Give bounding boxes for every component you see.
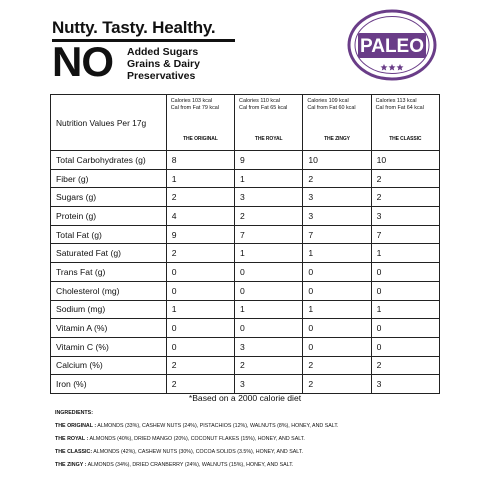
row-label: Protein (g) (51, 207, 167, 226)
paleo-badge (346, 8, 438, 82)
row-value: 0 (235, 281, 303, 300)
calories-text: Calories 113 kcal (375, 98, 417, 104)
row-value: 0 (166, 319, 234, 338)
ingredient-line (55, 462, 338, 469)
column-header (303, 95, 371, 151)
row-value: 4 (166, 207, 234, 226)
table-row (51, 356, 440, 375)
row-value: 3 (371, 207, 439, 226)
no-list (127, 46, 200, 82)
row-value: 1 (166, 300, 234, 319)
row-value: 1 (303, 244, 371, 263)
row-value: 2 (303, 169, 371, 188)
row-value: 7 (303, 225, 371, 244)
ingredient-text: ALMONDS (40%), DRIED MANGO (20%), COCONUT FLAKES (15%), HONEY, AND SALT. (88, 435, 305, 442)
row-value: 0 (303, 319, 371, 338)
table-row (51, 337, 440, 356)
row-value: 0 (235, 263, 303, 282)
row-value: 0 (166, 281, 234, 300)
variant-name: THE ROYAL (254, 136, 283, 142)
tagline: Nutty. Tasty. Healthy. (52, 18, 216, 37)
row-value: 0 (371, 281, 439, 300)
row-label: Calcium (%) (51, 356, 167, 375)
row-value: 1 (235, 244, 303, 263)
ingredient-line (55, 436, 338, 443)
row-value: 0 (371, 263, 439, 282)
table-row (51, 300, 440, 319)
ingredient-text: ALMONDS (33%), CASHEW NUTS (24%), PISTACHIOS (12%), WALNUTS (8%), HONEY, AND SALT. (96, 422, 339, 429)
table-row (51, 207, 440, 226)
ingredient-line (55, 423, 338, 430)
nutrition-table (50, 94, 440, 394)
table-row (51, 263, 440, 282)
row-value: 2 (371, 188, 439, 207)
row-value: 1 (371, 244, 439, 263)
row-value: 3 (371, 375, 439, 394)
row-label: Total Carbohydrates (g) (51, 151, 167, 170)
variant-name: THE ZINGY (324, 136, 350, 142)
table-row (51, 375, 440, 394)
ingredients-title: INGREDIENTS: (55, 410, 93, 416)
row-value: 1 (235, 300, 303, 319)
variant-name: THE ORIGINAL (183, 136, 218, 142)
variant-name: THE CLASSIC (389, 136, 422, 142)
row-label: Vitamin C (%) (51, 337, 167, 356)
cal-from-fat-text: Cal from Fat 64 kcal (375, 104, 424, 111)
row-value: 10 (371, 151, 439, 170)
no-item: Preservatives (127, 70, 196, 82)
calories-text: Calories 103 kcal (170, 98, 213, 104)
row-value: 9 (166, 225, 234, 244)
table-row (51, 169, 440, 188)
row-value: 3 (235, 188, 303, 207)
cal-from-fat-text: Cal from Fat 60 kcal (307, 104, 356, 111)
ingredient-line (55, 449, 338, 456)
row-value: 0 (303, 263, 371, 282)
row-value: 2 (166, 188, 234, 207)
row-value: 0 (235, 319, 303, 338)
row-value: 3 (303, 188, 371, 207)
row-label: Iron (%) (51, 375, 167, 394)
calories-text: Calories 109 kcal (307, 98, 349, 104)
cal-from-fat-text: Cal from Fat 79 kcal (170, 104, 219, 111)
row-label: Total Fat (g) (51, 225, 167, 244)
calories-text: Calories 110 kcal (239, 98, 280, 104)
badge-text: PALEO (359, 36, 425, 57)
row-value: 0 (371, 319, 439, 338)
row-value: 2 (371, 356, 439, 375)
table-title: Nutrition Values Per 17g (51, 95, 167, 151)
no-heading: NO (52, 38, 113, 85)
row-label: Fiber (g) (51, 169, 167, 188)
column-header (371, 95, 439, 151)
row-value: 8 (166, 151, 234, 170)
column-header (166, 95, 234, 151)
row-value: 0 (371, 337, 439, 356)
row-value: 2 (166, 375, 234, 394)
footnote: *Based on a 2000 calorie diet (188, 393, 302, 403)
ingredient-variant-name: THE ROYAL : (55, 435, 89, 442)
star-icons (381, 64, 404, 71)
cal-from-fat-text: Cal from Fat 65 kcal (239, 104, 288, 111)
row-value: 1 (166, 169, 234, 188)
ingredient-variant-name: THE CLASSIC: (55, 449, 93, 456)
row-value: 0 (166, 337, 234, 356)
table-row (51, 281, 440, 300)
row-value: 7 (371, 225, 439, 244)
row-label: Vitamin A (%) (51, 319, 167, 338)
row-value: 2 (235, 207, 303, 226)
table-row (51, 244, 440, 263)
row-value: 3 (235, 337, 303, 356)
row-label: Trans Fat (g) (51, 263, 167, 282)
row-value: 3 (303, 207, 371, 226)
row-value: 0 (166, 263, 234, 282)
column-header (235, 95, 303, 151)
row-value: 9 (235, 151, 303, 170)
row-value: 0 (303, 337, 371, 356)
table-row (51, 319, 440, 338)
table-row (51, 188, 440, 207)
row-value: 1 (235, 169, 303, 188)
ingredients-section (55, 410, 338, 476)
row-label: Sugars (g) (51, 188, 167, 207)
row-value: 0 (303, 281, 371, 300)
table-row (51, 225, 440, 244)
ingredient-variant-name: THE ZINGY : (55, 462, 87, 469)
row-value: 2 (303, 356, 371, 375)
row-value: 7 (235, 225, 303, 244)
row-label: Cholesterol (mg) (51, 281, 167, 300)
row-value: 2 (371, 169, 439, 188)
row-label: Saturated Fat (g) (51, 244, 167, 263)
row-value: 2 (235, 356, 303, 375)
table-row (51, 151, 440, 170)
no-item: Added Sugars (127, 46, 199, 58)
row-value: 2 (166, 356, 234, 375)
row-value: 2 (166, 244, 234, 263)
ingredient-text: ALMONDS (34%), DRIED CRANBERRY (24%), WALNUTS (15%), HONEY, AND SALT. (86, 462, 294, 469)
row-label: Sodium (mg) (51, 300, 167, 319)
row-value: 1 (371, 300, 439, 319)
row-value: 1 (303, 300, 371, 319)
ingredient-text: ALMONDS (42%), CASHEW NUTS (30%), COCOA SOLIDS (3.5%), HONEY, AND SALT. (92, 449, 303, 456)
row-value: 3 (235, 375, 303, 394)
ingredient-variant-name: THE ORIGINAL : (55, 422, 97, 429)
table-header-row (51, 95, 440, 151)
row-value: 10 (303, 151, 371, 170)
row-value: 2 (303, 375, 371, 394)
no-item: Grains & Dairy (127, 58, 200, 70)
